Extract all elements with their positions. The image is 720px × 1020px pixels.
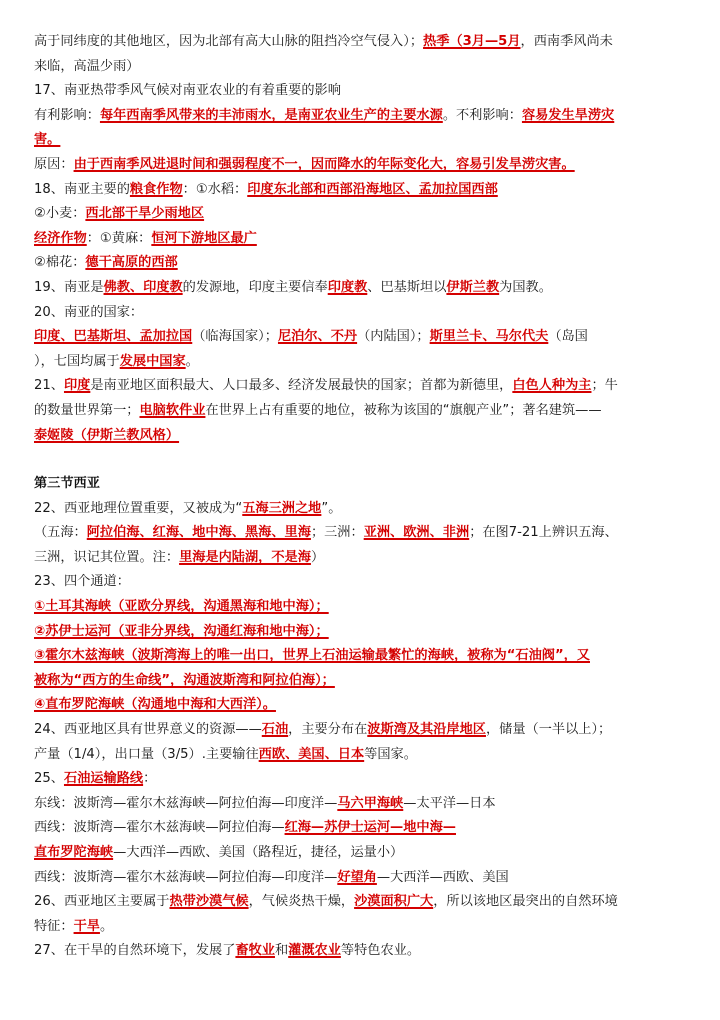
- text-line: [34, 251, 694, 276]
- highlighted-answer: 热带沙漠气候: [169, 894, 249, 910]
- plain-text: ”。: [321, 500, 342, 516]
- highlighted-answer: 泰姬陵（伊斯兰教风格）: [34, 427, 180, 443]
- plain-text: 、巴基斯坦以: [367, 279, 447, 295]
- plain-text: ）: [310, 549, 325, 565]
- highlighted-answer: 红海—苏伊士运河—地中海—: [284, 820, 456, 836]
- plain-text: 为国教。: [499, 279, 552, 295]
- text-line: [34, 595, 694, 620]
- highlighted-answer: ②苏伊士运河（亚非分界线，沟通红海和地中海）；: [34, 623, 329, 639]
- text-line: [34, 620, 694, 645]
- plain-text: ：①黄麻：: [86, 230, 152, 246]
- plain-text: （内陆国）；: [357, 329, 430, 345]
- highlighted-answer: 印度教: [327, 279, 368, 295]
- highlighted-answer: 灌溉农业: [288, 943, 341, 959]
- plain-text: （临海国家）；: [192, 329, 278, 345]
- plain-text: ，储量（一半以上）；: [485, 722, 612, 738]
- plain-text: 原因：: [34, 156, 74, 172]
- plain-text: ，所以该地区最突出的自然环境: [433, 894, 618, 910]
- plain-text: 是南亚地区面积最大、人口最多、经济发展最快的国家；首都为新德里，: [90, 378, 513, 394]
- plain-text: 。: [99, 918, 114, 934]
- text-line: [34, 350, 694, 375]
- text-line: [34, 424, 694, 449]
- plain-text: 西线：波斯湾—霍尔木兹海峡—阿拉伯海—印度洋—: [34, 869, 338, 885]
- plain-text: 三洲，识记其位置。注：: [34, 549, 180, 565]
- highlighted-answer: 印度东北部和西部沿海地区、孟加拉国西部: [247, 181, 498, 197]
- text-line: [34, 890, 694, 915]
- text-line: [34, 841, 694, 866]
- plain-text: 东线：波斯湾—霍尔木兹海峡—阿拉伯海—印度洋—: [34, 795, 338, 811]
- text-line: [34, 521, 694, 546]
- plain-text: 。: [185, 353, 199, 369]
- plain-text: ），七国均属于: [34, 353, 120, 369]
- highlighted-answer: ③霍尔木兹海峡（波斯湾海上的唯一出口，世界上石油运输最繁忙的海峡，被称为“石油阀”，又: [34, 648, 590, 664]
- text-line: [34, 866, 694, 891]
- text-line: [34, 325, 694, 350]
- highlighted-answer: 波斯湾及其沿岸地区: [367, 722, 486, 738]
- plain-text: ：①水稻：: [182, 181, 248, 197]
- section-heading: [34, 472, 694, 497]
- plain-text: 的发源地，印度主要信奉: [182, 279, 328, 295]
- text-line: [34, 79, 694, 104]
- highlighted-answer: 电脑软件业: [139, 402, 206, 418]
- text-line: [34, 792, 694, 817]
- highlighted-answer: 亚洲、欧洲、非洲: [363, 525, 470, 541]
- highlighted-answer: 伊斯兰教: [446, 279, 500, 295]
- plain-text: 26、西亚地区主要属于: [34, 894, 170, 910]
- plain-text: 20、南亚的国家：: [34, 304, 144, 320]
- plain-text: ；在图7-21上辨识五海、: [469, 525, 618, 541]
- text-line: [34, 816, 694, 841]
- highlighted-answer: 直布罗陀海峡: [34, 845, 114, 860]
- highlighted-answer: 害。: [34, 132, 61, 148]
- plain-text: 27、在干旱的自然环境下，发展了: [34, 943, 236, 959]
- plain-text: 在世界上占有重要的地位，被称为该国的“旗舰产业”；著名建筑——: [205, 402, 602, 418]
- plain-text: 有利影响：: [34, 107, 100, 123]
- highlighted-answer: 热季（3月—5月: [423, 34, 521, 49]
- plain-text: 23、四个通道：: [34, 574, 130, 590]
- plain-text: ，气候炎热干燥，: [248, 894, 355, 910]
- text-line: [34, 153, 694, 178]
- plain-text: （岛国: [548, 329, 588, 345]
- plain-text: 17、南亚热带季风气候对南亚农业的有着重要的影响: [34, 83, 341, 99]
- plain-text: ②小麦：: [34, 206, 86, 222]
- highlighted-answer: 恒河下游地区最广: [151, 230, 257, 246]
- highlighted-answer: 沙漠面积广大: [354, 894, 434, 910]
- highlighted-answer: 阿拉伯海、红海、地中海、黑海、里海: [86, 525, 311, 541]
- highlighted-answer: 五海三洲之地: [242, 500, 322, 516]
- plain-text: ，西南季风尚未: [520, 34, 613, 49]
- text-line: [34, 743, 694, 768]
- plain-text: 西线：波斯湾—霍尔木兹海峡—阿拉伯海—: [34, 820, 285, 836]
- highlighted-answer: 里海是内陆湖，不是海: [179, 549, 311, 565]
- plain-text: ；牛: [591, 378, 618, 394]
- plain-text: ：: [143, 771, 157, 787]
- highlighted-answer: 尼泊尔、不丹: [277, 329, 358, 345]
- plain-text: 25、: [34, 771, 64, 787]
- plain-text: 来临，高温少雨）: [34, 58, 140, 74]
- text-line: [34, 644, 694, 669]
- highlighted-answer: 经济作物: [34, 230, 87, 246]
- text-line: [34, 178, 694, 203]
- highlighted-answer: 西欧、美国、日本: [258, 746, 365, 762]
- highlighted-answer: 斯里兰卡、马尔代夫: [429, 329, 549, 345]
- plain-text: ，主要分布在: [288, 722, 368, 738]
- plain-text: 特征：: [34, 918, 74, 934]
- text-line: [34, 128, 694, 153]
- plain-text: 24、西亚地区具有世界意义的资源——: [34, 722, 262, 738]
- highlighted-answer: 发展中国家: [119, 353, 186, 369]
- text-line: [34, 939, 694, 964]
- text-line: [34, 497, 694, 522]
- plain-text: 22、西亚地理位置重要，又被成为“: [34, 500, 243, 516]
- plain-text: 第三节西亚: [34, 476, 100, 492]
- plain-text: ②棉花：: [34, 255, 86, 271]
- highlighted-answer: 佛教、印度教: [103, 279, 183, 295]
- text-line: [34, 202, 694, 227]
- text-line: [34, 374, 694, 399]
- plain-text: —太平洋—日本: [403, 795, 496, 811]
- text-line: [34, 276, 694, 301]
- text-line: [34, 718, 694, 743]
- plain-text: ；三洲：: [310, 525, 364, 541]
- highlighted-answer: 容易发生旱涝灾: [521, 107, 615, 123]
- highlighted-answer: ④直布罗陀海峡（沟通地中海和大西洋）。: [34, 697, 276, 713]
- highlighted-answer: 畜牧业: [235, 943, 275, 959]
- highlighted-answer: 马六甲海峡: [337, 795, 404, 811]
- highlighted-answer: 印度: [63, 378, 91, 394]
- highlighted-answer: 印度、巴基斯坦、孟加拉国: [34, 329, 193, 345]
- highlighted-answer: 好望角: [337, 869, 377, 885]
- highlighted-answer: ①土耳其海峡（亚欧分界线，沟通黑海和地中海）；: [34, 599, 329, 615]
- text-line: [34, 227, 694, 252]
- plain-text: 21、: [34, 378, 64, 394]
- text-line: [34, 30, 694, 55]
- plain-text: —大西洋—西欧、美国（路程近，捷径，运量小）: [113, 845, 404, 860]
- blank-line: [34, 448, 694, 472]
- plain-text: 高于同纬度的其他地区，因为北部有高大山脉的阻挡冷空气侵入）；: [34, 34, 424, 49]
- plain-text: 。不利影响：: [442, 107, 522, 123]
- highlighted-answer: 西北部干旱少雨地区: [85, 206, 205, 222]
- highlighted-answer: 由于西南季风进退时间和强弱程度不一，因而降水的年际变化大，容易引发旱涝灾害。: [73, 156, 575, 172]
- text-line: [34, 669, 694, 694]
- text-line: [34, 399, 694, 424]
- text-line: [34, 546, 694, 571]
- plain-text: 等特色农业。: [340, 943, 421, 959]
- plain-text: 19、南亚是: [34, 279, 104, 295]
- text-line: [34, 915, 694, 940]
- text-line: [34, 570, 694, 595]
- highlighted-answer: 白色人种为主: [512, 378, 592, 394]
- plain-text: 的数量世界第一；: [34, 402, 140, 418]
- text-line: [34, 55, 694, 80]
- plain-text: 和: [274, 943, 289, 959]
- text-line: [34, 693, 694, 718]
- highlighted-answer: 石油运输路线: [63, 771, 144, 787]
- plain-text: 等国家。: [364, 746, 417, 762]
- highlighted-answer: 石油: [261, 722, 289, 738]
- highlighted-answer: 干旱: [73, 918, 100, 934]
- highlighted-answer: 德干高原的西部: [85, 255, 178, 271]
- plain-text: 产量（1/4），出口量（3/5）.主要输往: [34, 746, 259, 762]
- text-line: [34, 767, 694, 792]
- highlighted-answer: 被称为“西方的生命线”，沟通波斯湾和阿拉伯海）；: [34, 672, 335, 688]
- highlighted-answer: 粮食作物: [129, 181, 183, 197]
- text-line: [34, 104, 694, 129]
- plain-text: 18、南亚主要的: [34, 181, 130, 197]
- plain-text: （五海：: [34, 525, 87, 541]
- plain-text: —大西洋—西欧、美国: [376, 869, 509, 885]
- highlighted-answer: 每年西南季风带来的丰沛雨水，是南亚农业生产的主要水源: [99, 107, 443, 123]
- text-line: [34, 301, 694, 326]
